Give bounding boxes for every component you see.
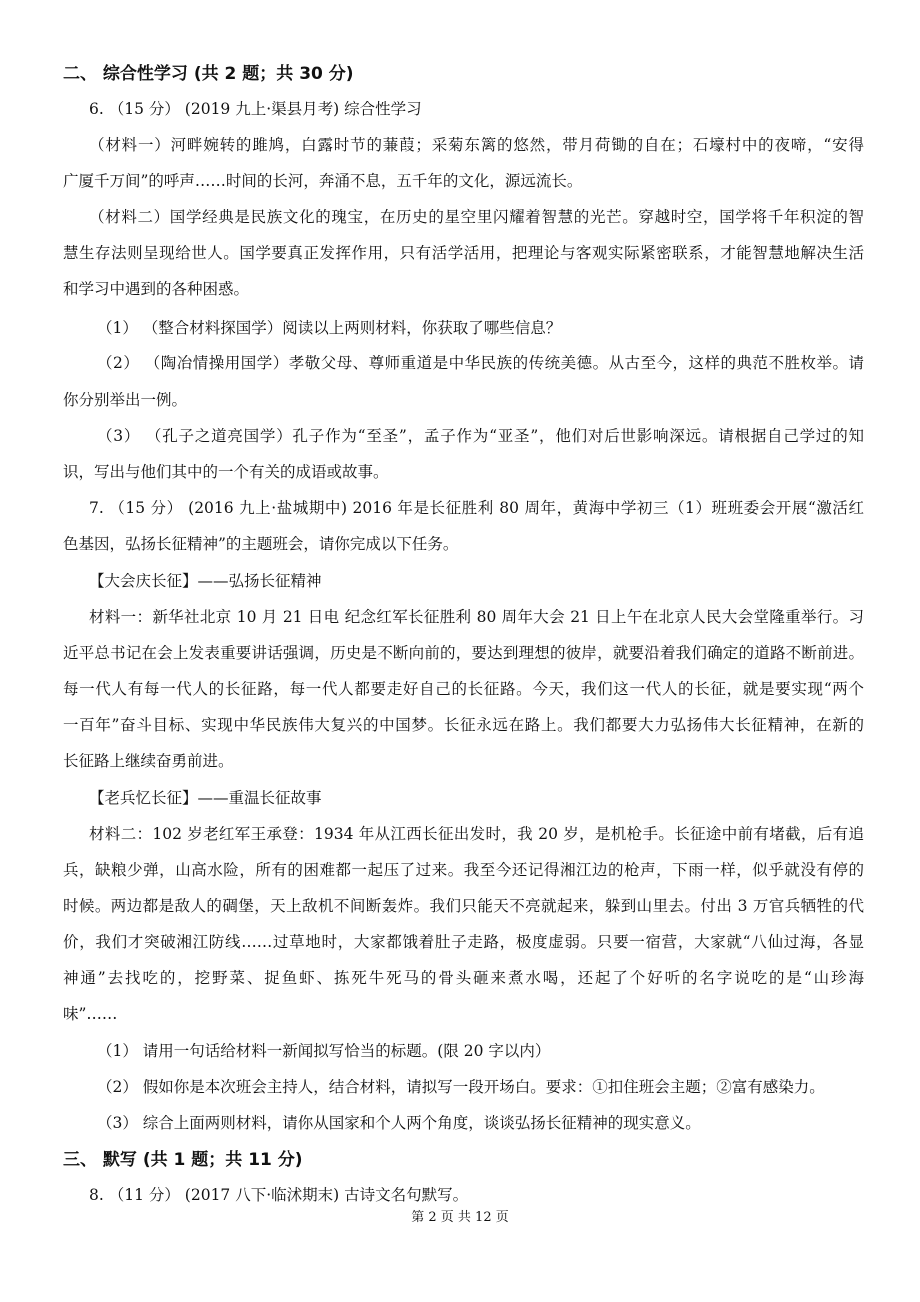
q6-part-2-line-2: 你分别举出一例。 <box>63 391 188 409</box>
q7-material-1-line-5: 长征路上继续奋勇前进。 <box>63 752 234 770</box>
q7-subheading-1: 【大会庆长征】——弘扬长征精神 <box>89 572 322 590</box>
q6-material-2-line-3: 和学习中遇到的各种困惑。 <box>63 280 250 298</box>
q7-material-2-line-5: 神通”去找吃的，挖野菜、捉鱼虾、拣死牛死马的骨头砸来煮水喝，还起了个好听的名字说吃的是“山珍海 <box>63 969 864 987</box>
q7-material-2-line-1: 材料二：102 岁老红军王承登：1934 年从江西长征出发时，我 20 岁，是机枪手。长征途中前有堵截，后有追 <box>89 825 864 843</box>
q7-subheading-2: 【老兵忆长征】——重温长征故事 <box>89 789 322 807</box>
section-3-title: 三、 默写 (共 1 题；共 11 分) <box>63 1150 303 1170</box>
q7-part-3: （3） 综合上面两则材料，请你从国家和个人两个角度，谈谈弘扬长征精神的现实意义。 <box>97 1114 701 1132</box>
question-7-header-line-1: 7. （15 分） (2016 九上·盐城期中) 2016 年是长征胜利 80 周年，黄海中学初三（1）班班委会开展“激活红 <box>89 499 864 517</box>
question-7-header-line-2: 色基因，弘扬长征精神”的主题班会，请你完成以下任务。 <box>63 535 459 553</box>
q6-part-2-line-1: （2） （陶冶情操用国学）孝敬父母、尊师重道是中华民族的传统美德。从古至今，这样的典范不胜枚举。请 <box>97 354 864 372</box>
q6-material-2-line-1: （材料二）国学经典是民族文化的瑰宝，在历史的星空里闪耀着智慧的光芒。穿越时空，国学将千年积淀的智 <box>89 208 864 226</box>
q7-material-1-line-1: 材料一：新华社北京 10 月 21 日电 纪念红军长征胜利 80 周年大会 21 日上午在北京人民大会堂隆重举行。习 <box>89 608 864 626</box>
q7-material-2-line-3: 时候。两边都是敌人的碉堡，天上敌机不间断轰炸。我们只能天不亮就起来，躲到山里去。付出 3 万官兵牺牲的代 <box>63 897 864 915</box>
q6-part-1: （1） （整合材料探国学）阅读以上两则材料，你获取了哪些信息？ <box>97 319 562 337</box>
q7-material-2-line-6: 味”…… <box>63 1005 118 1023</box>
q7-material-1-line-3: 每一代人有每一代人的长征路，每一代人都要走好自己的长征路。今天，我们这一代人的长征，就是要实现“两个 <box>63 680 864 698</box>
q7-part-2: （2） 假如你是本次班会主持人，结合材料，请拟写一段开场白。要求：①扣住班会主题；②富有感染力。 <box>97 1078 825 1096</box>
q7-material-1-line-2: 近平总书记在会上发表重要讲话强调，历史是不断向前的，要达到理想的彼岸，就要沿着我们确定的道路不断前进。 <box>63 644 864 662</box>
q7-part-1: （1） 请用一句话给材料一新闻拟写恰当的标题。(限 20 字以内） <box>97 1042 551 1060</box>
question-6-header: 6. （15 分） (2019 九上·渠县月考) 综合性学习 <box>89 100 422 118</box>
q7-material-2-line-4: 价，我们才突破湘江防线……过草地时，大家都饿着肚子走路，极度虚弱。只要一宿营，大家就“八仙过海，各显 <box>63 933 864 951</box>
q6-part-3-line-2: 识，写出与他们其中的一个有关的成语或故事。 <box>63 463 389 481</box>
q6-material-2-line-2: 慧生存法则呈现给世人。国学要真正发挥作用，只有活学活用，把理论与客观实际紧密联系，才能智慧地解决生活 <box>63 244 864 262</box>
q6-material-1-line-1: （材料一）河畔婉转的雎鸠，白露时节的蒹葭；采菊东篱的悠然，带月荷锄的自在；石壕村中的夜啼，“安得 <box>89 136 864 154</box>
page-number-footer: 第 2 页 共 12 页 <box>411 1210 509 1225</box>
q7-material-1-line-4: 一百年”奋斗目标、实现中华民族伟大复兴的中国梦。长征永远在路上。我们都要大力弘扬伟大长征精神，在新的 <box>63 716 864 734</box>
q6-part-3-line-1: （3） （孔子之道亮国学）孔子作为“至圣”，孟子作为“亚圣”，他们对后世影响深远。请根据自己学过的知 <box>97 427 864 445</box>
section-2-title: 二、 综合性学习 (共 2 题；共 30 分) <box>63 64 354 84</box>
q6-material-1-line-2: 广厦千万间”的呼声……时间的长河，奔涌不息，五千年的文化，源远流长。 <box>63 172 583 190</box>
question-8-header: 8. （11 分） (2017 八下·临沭期末) 古诗文名句默写。 <box>89 1186 469 1204</box>
q7-material-2-line-2: 兵，缺粮少弹，山高水险，所有的困难都一起压了过来。我至今还记得湘江边的枪声，下雨一样，似乎就没有停的 <box>63 861 864 879</box>
